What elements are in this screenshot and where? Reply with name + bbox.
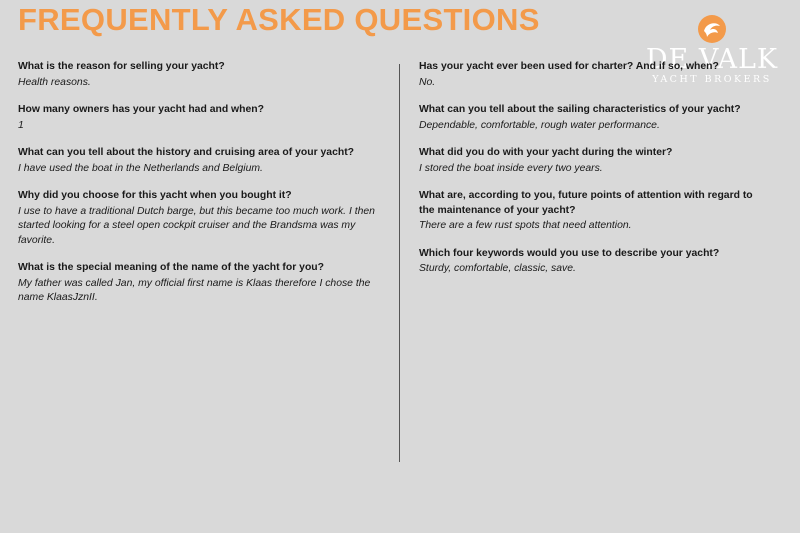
faq-answer: My father was called Jan, my official first name is Klaas therefore I chose the name KlaasJznII. — [18, 277, 371, 303]
faq-answer: Sturdy, comfortable, classic, save. — [419, 263, 576, 274]
faq-item — [419, 247, 764, 277]
faq-item — [18, 60, 380, 90]
column-divider — [399, 64, 400, 462]
faq-item — [18, 146, 380, 176]
faq-answer: I have used the boat in the Netherlands and Belgium. — [18, 162, 263, 174]
faq-answer: Health reasons. — [18, 76, 91, 88]
faq-question: What can you tell about the history and cruising area of your yacht? — [18, 147, 355, 158]
faq-item — [18, 261, 380, 306]
page-title: FREQUENTLY ASKED QUESTIONS — [18, 2, 540, 37]
logo-name: DE VALK — [645, 44, 779, 75]
faq-column-left — [18, 60, 380, 319]
faq-question: Why did you choose for this yacht when you bought it? — [18, 190, 292, 201]
faq-answer: I stored the boat inside every two years. — [419, 162, 603, 174]
faq-item — [419, 103, 764, 133]
falcon-emblem-icon — [697, 14, 727, 44]
faq-question: What can you tell about the sailing characteristics of your yacht? — [419, 104, 741, 115]
faq-question: What are, according to you, future points of attention with regard to the maintenance of your yacht? — [419, 190, 753, 216]
logo-subtitle: YACHT BROKERS — [652, 74, 772, 85]
faq-question: Has your yacht ever been used for charter? And if so, when? — [419, 61, 719, 72]
faq-answer: No. — [419, 76, 436, 88]
faq-answer: Dependable, comfortable, rough water performance. — [419, 119, 660, 131]
faq-question: What is the special meaning of the name of the yacht for you? — [18, 262, 324, 273]
faq-question: Which four keywords would you use to describe your yacht? — [419, 247, 720, 259]
faq-answer: I use to have a traditional Dutch barge, but this became too much work. I then started looking for a steel open cockpit cruiser and the Brandsma was my favorite. — [18, 205, 375, 246]
faq-item — [419, 146, 764, 176]
faq-item — [18, 189, 380, 248]
faq-question: What did you do with your yacht during the winter? — [419, 147, 673, 158]
faq-question: What is the reason for selling your yacht? — [18, 61, 225, 72]
faq-column-right — [419, 60, 764, 290]
faq-answer: There are a few rust spots that need attention. — [419, 220, 632, 231]
faq-item — [419, 189, 764, 234]
faq-item — [18, 103, 380, 133]
faq-answer: 1 — [18, 119, 24, 131]
faq-item — [419, 60, 764, 90]
faq-question: How many owners has your yacht had and when? — [18, 104, 264, 115]
